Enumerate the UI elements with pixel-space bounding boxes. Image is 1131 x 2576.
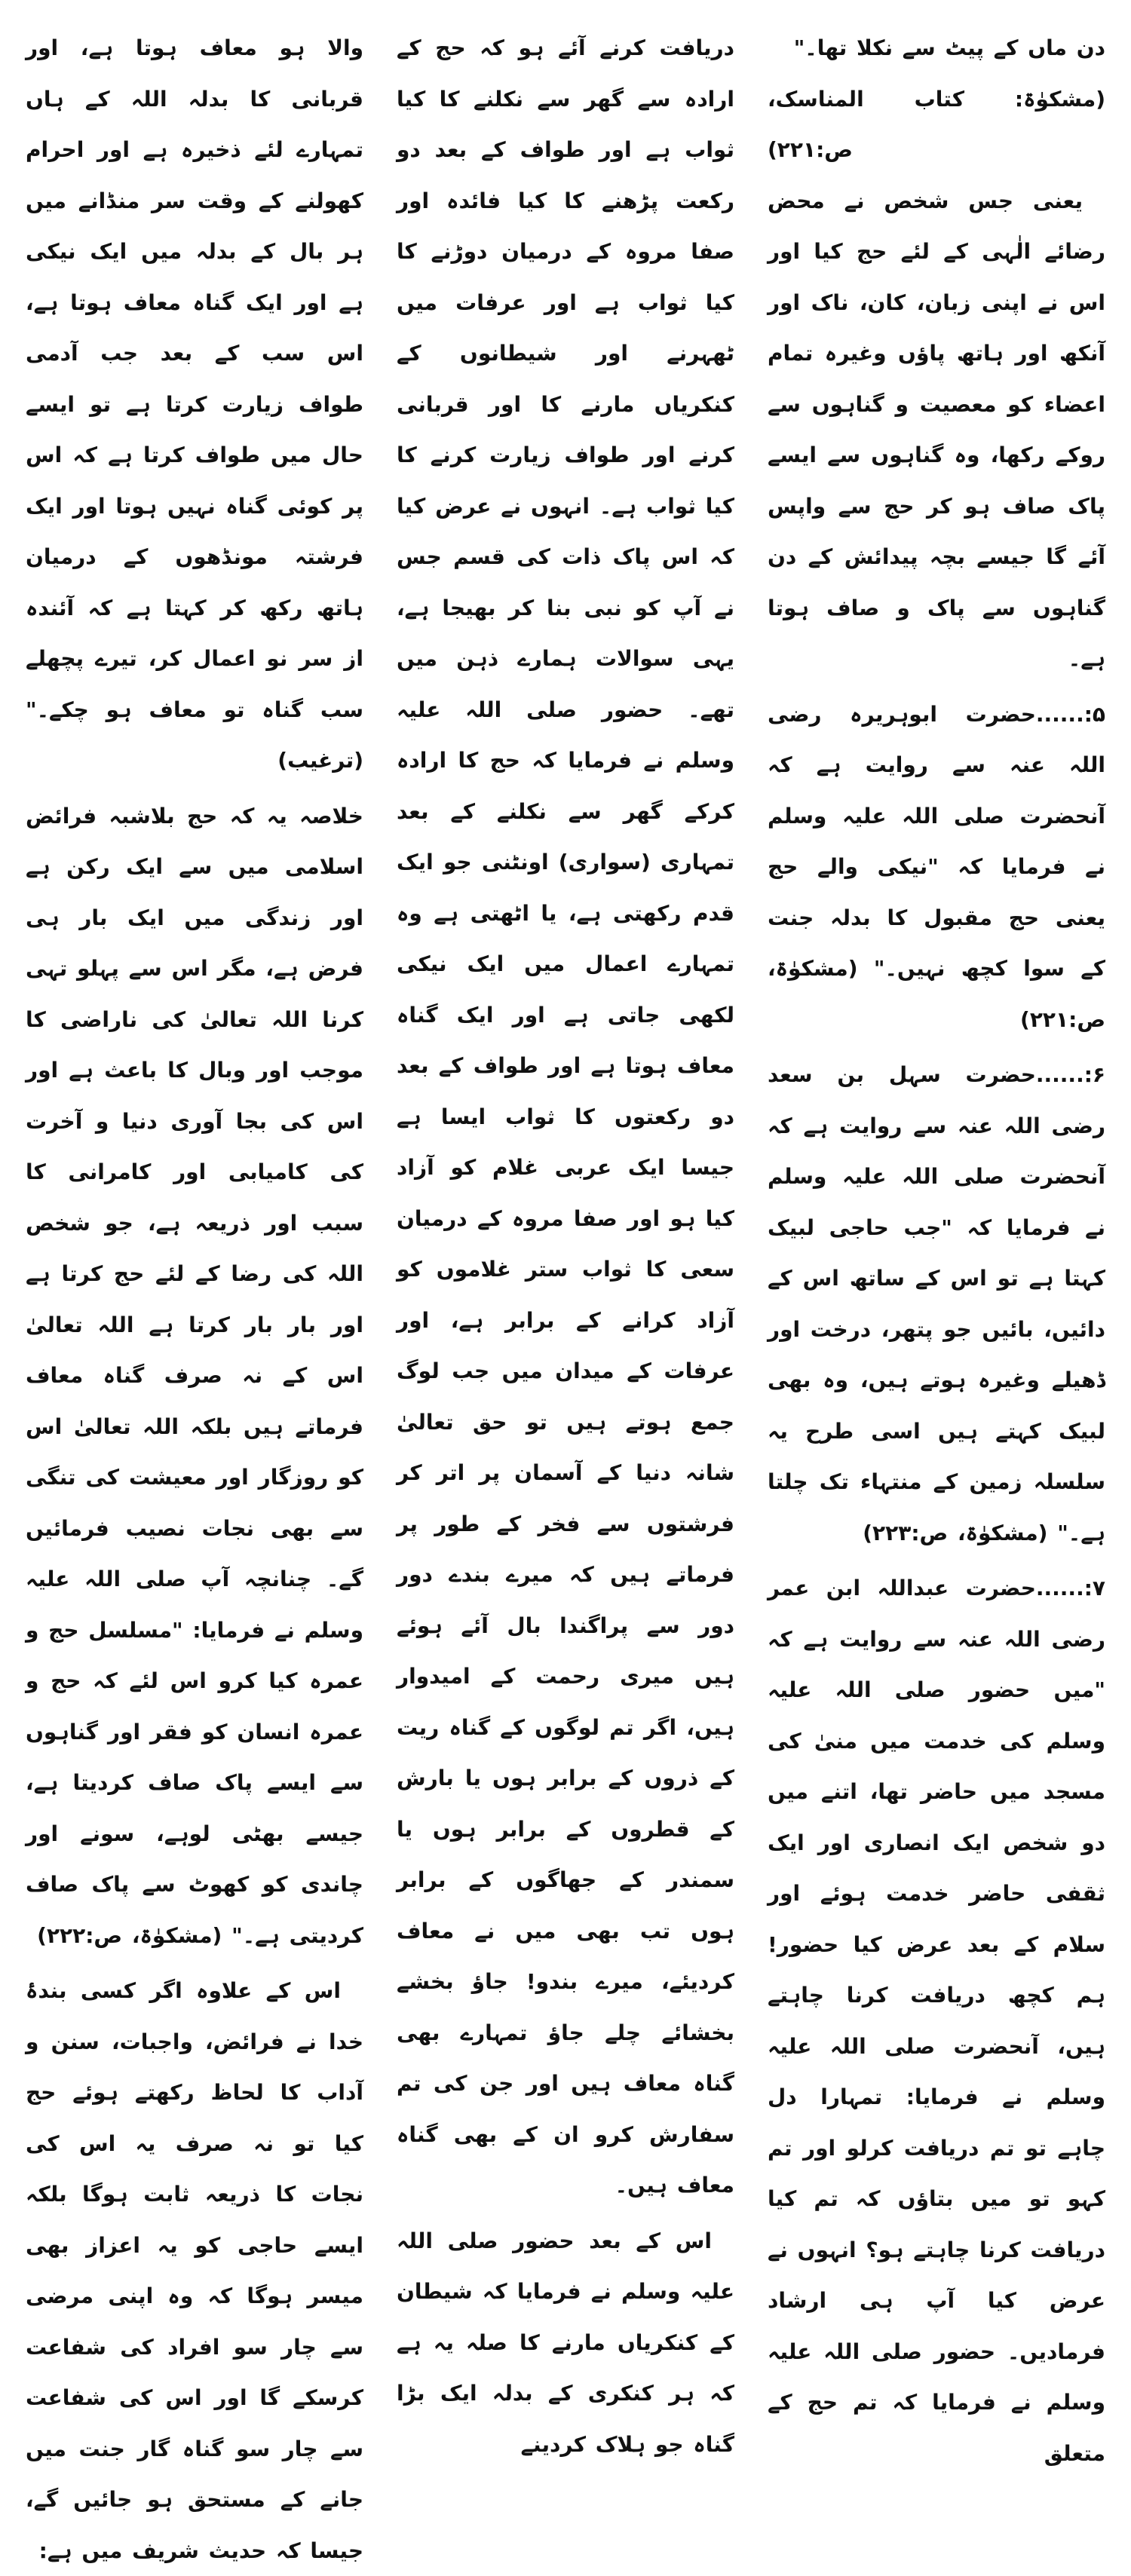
hadith-paragraph: ۵:......حضرت ابوہریرہ رضی اللہ عنہ سے روایت ہے کہ آنحضرت صلی اللہ علیہ وسلم نے فرمایا کہ "نیکی والے حج یعنی حج مقبول کا بدلہ جنت کے سوا کچھ نہیں۔" (مشکوٰۃ، ص:۲۲۱) xyxy=(768,701,1105,1032)
paragraph: خلاصہ یہ کہ حج بلاشبہ فرائض اسلامی میں سے ایک رکن ہے اور زندگی میں ایک بار ہی فرض ہے، مگر اس سے پہلو تہی کرنا اللہ تعالیٰ کی ناراضی کا موجب اور وبال کا باعث ہے اور اس کی بجا آوری دنیا و آخرت کی کامیابی اور کامرانی کا سبب اور ذریعہ ہے، جو شخص اللہ کی رضا کے لئے حج کرتا ہے اور بار بار کرتا ہے اللہ تعالیٰ اس کے نہ صرف گناہ معاف فرماتے ہیں بلکہ اللہ تعالیٰ اس کو روزگار اور معیشت کی تنگی سے بھی نجات نصیب فرمائیں گے۔ چنانچہ آپ صلی اللہ علیہ وسلم نے فرمایا: "مسلسل حج و عمرہ کیا کرو اس لئے کہ حج و عمرہ انسان کو فقر اور گناہوں سے ایسے پاک صاف کردیتا ہے، جیسے بھٹی لوہے، سونے اور چاندی کو کھوٹ سے پاک صاف کردیتی ہے۔" (مشکوٰۃ، ص:۲۲۲) xyxy=(26,803,363,1948)
hadith-paragraph: ۶:......حضرت سہل بن سعد رضی اللہ عنہ سے روایت ہے کہ آنحضرت صلی اللہ علیہ وسلم نے فرمایا کہ "جب حاجی لبیک کہتا ہے تو اس کے ساتھ اس کے دائیں، بائیں جو پتھر، درخت اور ڈھیلے وغیرہ ہوتے ہیں، وہ بھی لبیک کہتے ہیں اسی طرح یہ سلسلہ زمین کے منتہاء تک چلتا ہے۔" (مشکوٰۃ، ص:۲۲۳) xyxy=(768,1062,1105,1545)
paragraph: والا ہو معاف ہوتا ہے، اور قربانی کا بدلہ اللہ کے ہاں تمہارے لئے ذخیرہ ہے اور احرام کھولنے کے وقت سر منڈانے میں ہر بال کے بدلہ میں ایک نیکی ہے اور ایک گناہ معاف ہوتا ہے، اس سب کے بعد جب آدمی طواف زیارت کرتا ہے تو ایسے حال میں طواف کرتا ہے کہ اس پر کوئی گناہ نہیں ہوتا اور ایک فرشتہ مونڈھوں کے درمیان ہاتھ رکھ کر کہتا ہے کہ آئندہ از سر نو اعمال کر، تیرے پچھلے سب گناہ تو معاف ہو چکے۔" (ترغیب) xyxy=(26,35,363,773)
paragraph: اس کے علاوہ اگر کسی بندۂ خدا نے فرائض، واجبات، سنن و آداب کا لحاظ رکھتے ہوئے حج کیا تو نہ صرف یہ اس کی نجات کا ذریعہ ثابت ہوگا بلکہ ایسے حاجی کو یہ اعزاز بھی میسر ہوگا کہ وہ اپنی مرضی سے چار سو افراد کی شفاعت کرسکے گا اور اس کی شفاعت سے چار سو گناہ گار جنت میں جانے کے مستحق ہو جائیں گے، جیسا کہ حدیث شریف میں ہے: xyxy=(26,1978,363,2563)
hadith-paragraph: ۷:......حضرت عبداللہ ابن عمر رضی اللہ عنہ سے روایت ہے کہ "میں حضور صلی اللہ علیہ وسلم کی خدمت میں منیٰ کی مسجد میں حاضر تھا، اتنے میں دو شخص ایک انصاری اور ایک ثقفی حاضر خدمت ہوئے اور سلام کے بعد عرض کیا حضور! ہم کچھ دریافت کرنا چاہتے ہیں، آنحضرت صلی اللہ علیہ وسلم نے فرمایا: تمہارا دل چاہے تو تم دریافت کرلو اور تم کہو تو میں بتاؤں کہ تم کیا دریافت کرنا چاہتے ہو؟ انہوں نے عرض کیا آپ ہی ارشاد فرمادیں۔ حضور صلی اللہ علیہ وسلم نے فرمایا کہ تم حج کے متعلق xyxy=(768,1576,1105,2466)
column-middle xyxy=(397,23,734,2457)
column-left xyxy=(26,23,363,2563)
paragraph: دریافت کرنے آئے ہو کہ حج کے ارادہ سے گھر سے نکلنے کا کیا ثواب ہے اور طواف کے بعد دو رکعت پڑھنے کا کیا فائدہ اور صفا مروہ کے درمیان دوڑنے کا کیا ثواب ہے اور عرفات میں ٹھہرنے اور شیطانوں کے کنکریاں مارنے کا اور قربانی کرنے اور طواف زیارت کرنے کا کیا ثواب ہے۔ انہوں نے عرض کیا کہ اس پاک ذات کی قسم جس نے آپ کو نبی بنا کر بھیجا ہے، یہی سوالات ہمارے ذہن میں تھے۔ حضور صلی اللہ علیہ وسلم نے فرمایا کہ حج کا ارادہ کرکے گھر سے نکلنے کے بعد تمہاری (سواری) اونٹنی جو ایک قدم رکھتی ہے، یا اٹھتی ہے وہ تمہارے اعمال میں ایک نیکی لکھی جاتی ہے اور ایک گناہ معاف ہوتا ہے اور طواف کے بعد دو رکعتوں کا ثواب ایسا ہے جیسا ایک عربی غلام کو آزاد کیا ہو اور صفا مروہ کے درمیان سعی کا ثواب ستر غلاموں کو آزاد کرانے کے برابر ہے، اور عرفات کے میدان میں جب لوگ جمع ہوتے ہیں تو حق تعالیٰ شانہ دنیا کے آسمان پر اتر کر فرشتوں سے فخر کے طور پر فرماتے ہیں کہ میرے بندے دور دور سے پراگندا بال آئے ہوئے ہیں میری رحمت کے امیدوار ہیں، اگر تم لوگوں کے گناہ ریت کے ذروں کے برابر ہوں یا بارش کے قطروں کے برابر ہوں یا سمندر کے جھاگوں کے برابر ہوں تب بھی میں نے معاف کردیئے، میرے بندو! جاؤ بخشے بخشائے چلے جاؤ تمہارے بھی گناہ معاف ہیں اور جن کی تم سفارش کرو ان کے بھی گناہ معاف ہیں۔ xyxy=(397,35,734,2198)
paragraph: دن ماں کے پیٹ سے نکلا تھا۔" xyxy=(793,35,1105,60)
paragraph: یعنی جس شخص نے محض رضائے الٰہی کے لئے حج کیا اور اس نے اپنی زبان، کان، ناک اور آنکھ اور ہاتھ پاؤں وغیرہ تمام اعضاء کو معصیت و گناہوں سے روکے رکھا، وہ گناہوں سے ایسے پاک صاف ہو کر حج سے واپس آئے گا جیسے بچہ پیدائش کے دن گناہوں سے پاک و صاف ہوتا ہے۔ xyxy=(768,188,1105,671)
reference-citation: (مشکوٰۃ: کتاب المناسک، ص:۲۲۱) xyxy=(768,86,1105,162)
column-right xyxy=(768,23,1105,2466)
paragraph: اس کے بعد حضور صلی اللہ علیہ وسلم نے فرمایا کہ شیطان کے کنکریاں مارنے کا صلہ یہ ہے کہ ہر کنکری کے بدلہ ایک بڑا گناہ جو ہلاک کردینے xyxy=(397,2228,734,2457)
